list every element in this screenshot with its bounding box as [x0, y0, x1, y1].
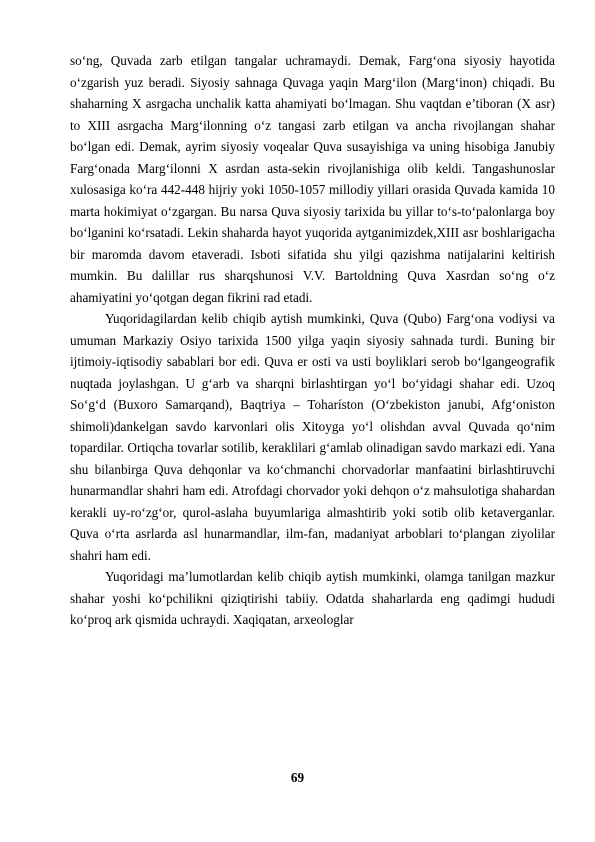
paragraph-2: Yuqoridagilardan kelib chiqib aytish mumkinki, Quva (Qubo) Farg‘ona vodiysi va umuman Markaziy Osiyo tarixida 1500 yilga yaqin siyosiy sahnada turdi. Buning bir ijtimoiy-iqtisodiy sabablari bor edi. Quva er osti va usti boyliklari serob bo‘lgangeografik nuqtada joylashgan. U g‘arb va sharqni birlashtirgan yo‘l bo‘yidagi shahar edi. Uzoq So‘g‘d (Buxoro Samarqand), Baqtriya – Toharíston (O‘zbekiston janubi, Afg‘oniston shimoli)dankelgan savdo karvonlari olis Xitoyga yo‘l olishdan avval Quvada qo‘nim topardilar. Ortiqcha tovarlar sotilib, keraklilari g‘amlab olinadigan savdo markazi edi. Yana shu bilanbirga Quva dehqonlar va ko‘chmanchi chorvadorlar manfaatini birlashtiruvchi hunarmandlar shahri ham edi. Atrofdagi chorvador yoki dehqon o‘z mahsulotiga shahardan kerakli uy-ro‘zg‘or, qurol-aslaha buyumlariga almashtirib yoki sotib olib ketaverganlar. Quva o‘rta asrlarda asl hunarmandlar, ilm-fan, madaniyat arboblari to‘plangan ziyolilar shahri ham edi.	[70, 311, 555, 563]
paragraph-3: Yuqoridagi ma’lumotlardan kelib chiqib aytish mumkinki, olamga tanilgan mazkur shahar yoshi ko‘pchilikni qiziqtirishi tabiiy. Odatda shaharlarda eng qadimgi hududi ko‘proq ark qismida uchraydi. Xaqiqatan, arxeologlar	[70, 569, 555, 627]
document-page	[70, 50, 555, 631]
paragraph-1: so‘ng, Quvada zarb etilgan tangalar uchramaydi. Demak, Farg‘ona siyosiy hayotida o‘zgarish yuz beradi. Siyosiy sahnaga Quvaga yaqin Marg‘ilon (Marg‘inon) chiqadi. Bu shaharning X asrgacha unchalik katta ahamiyati bo‘lmagan. Shu vaqtdan e’tiboran (X asr) to XIII asrgacha Marg‘ilonning o‘z tangasi zarb etilgan va ancha rivojlangan shahar bo‘lgan edi. Demak, ayrim siyosiy voqealar Quva susayishiga va uning hisobiga Janubiy Farg‘onada Marg‘ilonni X asrdan asta-sekin rivojlanishiga olib keldi. Tangashunoslar xulosasiga ko‘ra 442-448 hijriy yoki 1050-1057 millodiy yillari orasida Quvada kamida 10 marta hokimiyat o‘zgargan. Bu narsa Quva siyosiy tarixida bu yillar to‘s-to‘palonlarga boy bo‘lganini ko‘rsatadi. Lekin shaharda hayot yuqorida aytganimizdek,XIII asr boshlarigacha bir maromda davom etaveradi. Isboti sifatida shu yilgi qazishma natijalarini keltirish mumkin. Bu dalillar rus sharqshunosi V.V. Bartoldning Quva Xasrdan so‘ng o‘z ahamiyatini yo‘qotgan degan fikrini rad etadi.	[70, 53, 555, 305]
page-number: 69	[290, 770, 305, 785]
